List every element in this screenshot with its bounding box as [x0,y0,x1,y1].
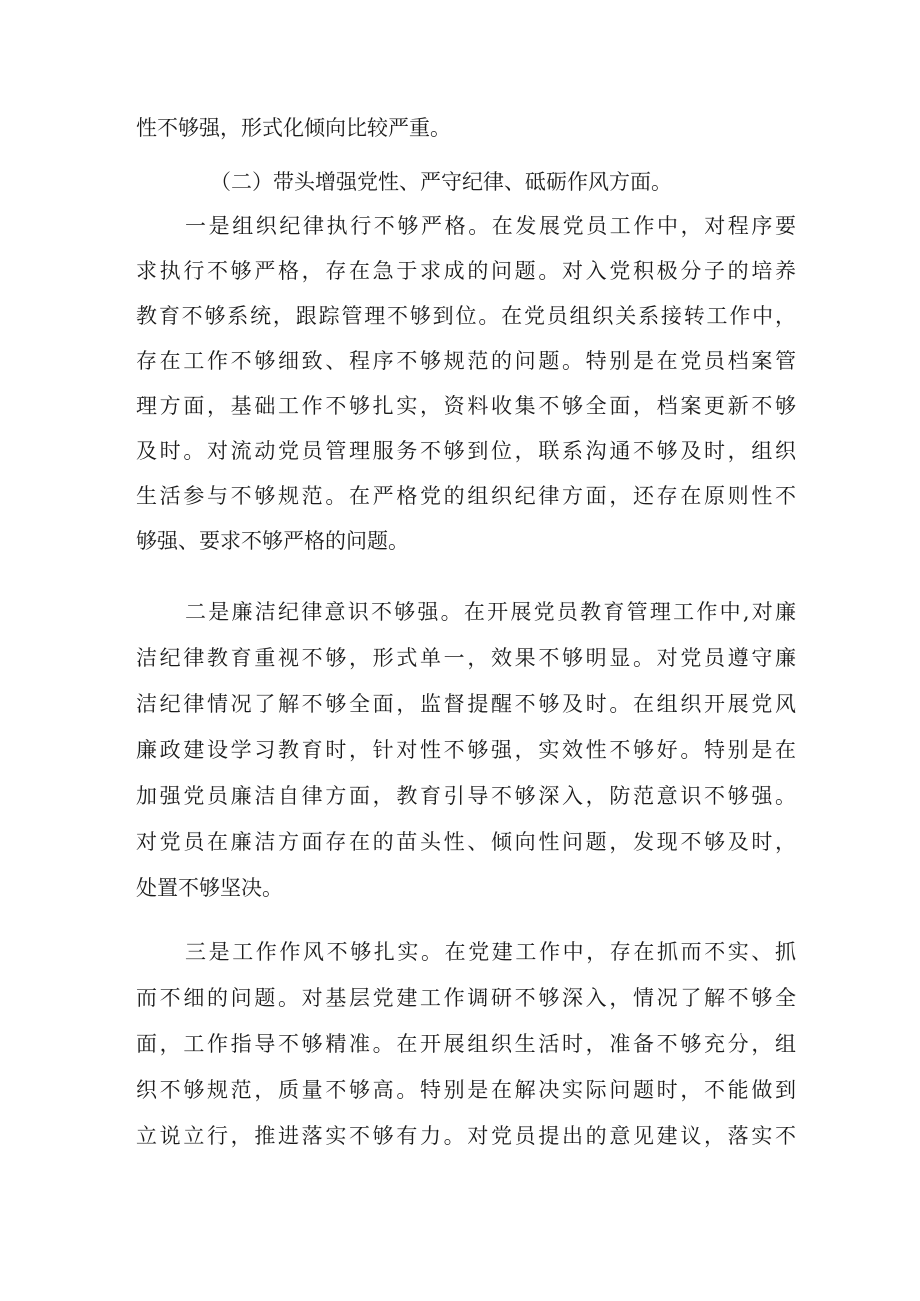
text-line: 洁纪律教育重视不够，形式单一，效果不够明显。对党员遵守廉 [136,646,796,670]
text-line: 理方面，基础工作不够扎实，资料收集不够全面，档案更新不够 [136,394,796,418]
text-line: 对党员在廉洁方面存在的苗头性、倾向性问题，发现不够及时， [136,830,796,854]
text-line: 性不够强，形式化倾向比较严重。 [136,116,451,140]
text-line: 面，工作指导不够精准。在开展组织生活时，准备不够充分，组 [136,1032,796,1056]
text-line: 生活参与不够规范。在严格党的组织纪律方面，还存在原则性不 [136,484,796,508]
paragraph-first-line: 一是组织纪律执行不够严格。在发展党员工作中，对程序要 [185,214,796,238]
section-heading: （二）带头增强党性、严守纪律、砥砺作风方面。 [210,170,672,194]
text-line: 织不够规范，质量不够高。特别是在解决实际问题时，不能做到 [136,1078,796,1102]
text-line: 及时。对流动党员管理服务不够到位，联系沟通不够及时，组织 [136,439,796,463]
text-line: 而不细的问题。对基层党建工作调研不够深入，情况了解不够全 [136,986,796,1010]
text-line: 洁纪律情况了解不够全面，监督提醒不够及时。在组织开展党风 [136,692,796,716]
text-line: 加强党员廉洁自律方面，教育引导不够深入，防范意识不够强。 [136,784,796,808]
text-line: 够强、要求不够严格的问题。 [136,529,409,553]
text-line: 求执行不够严格，存在急于求成的问题。对入党积极分子的培养 [136,259,796,283]
paragraph-first-line: 二是廉洁纪律意识不够强。在开展党员教育管理工作中,对廉 [185,600,796,624]
text-line: 存在工作不够细致、程序不够规范的问题。特别是在党员档案管 [136,349,796,373]
text-line: 廉政建设学习教育时，针对性不够强，实效性不够好。特别是在 [136,738,796,762]
text-line: 教育不够系统，跟踪管理不够到位。在党员组织关系接转工作中， [136,304,796,328]
paragraph-first-line: 三是工作作风不够扎实。在党建工作中，存在抓而不实、抓 [185,940,796,964]
text-line: 处置不够坚决。 [136,876,283,900]
text-line: 立说立行，推进落实不够有力。对党员提出的意见建议，落实不 [136,1124,796,1148]
